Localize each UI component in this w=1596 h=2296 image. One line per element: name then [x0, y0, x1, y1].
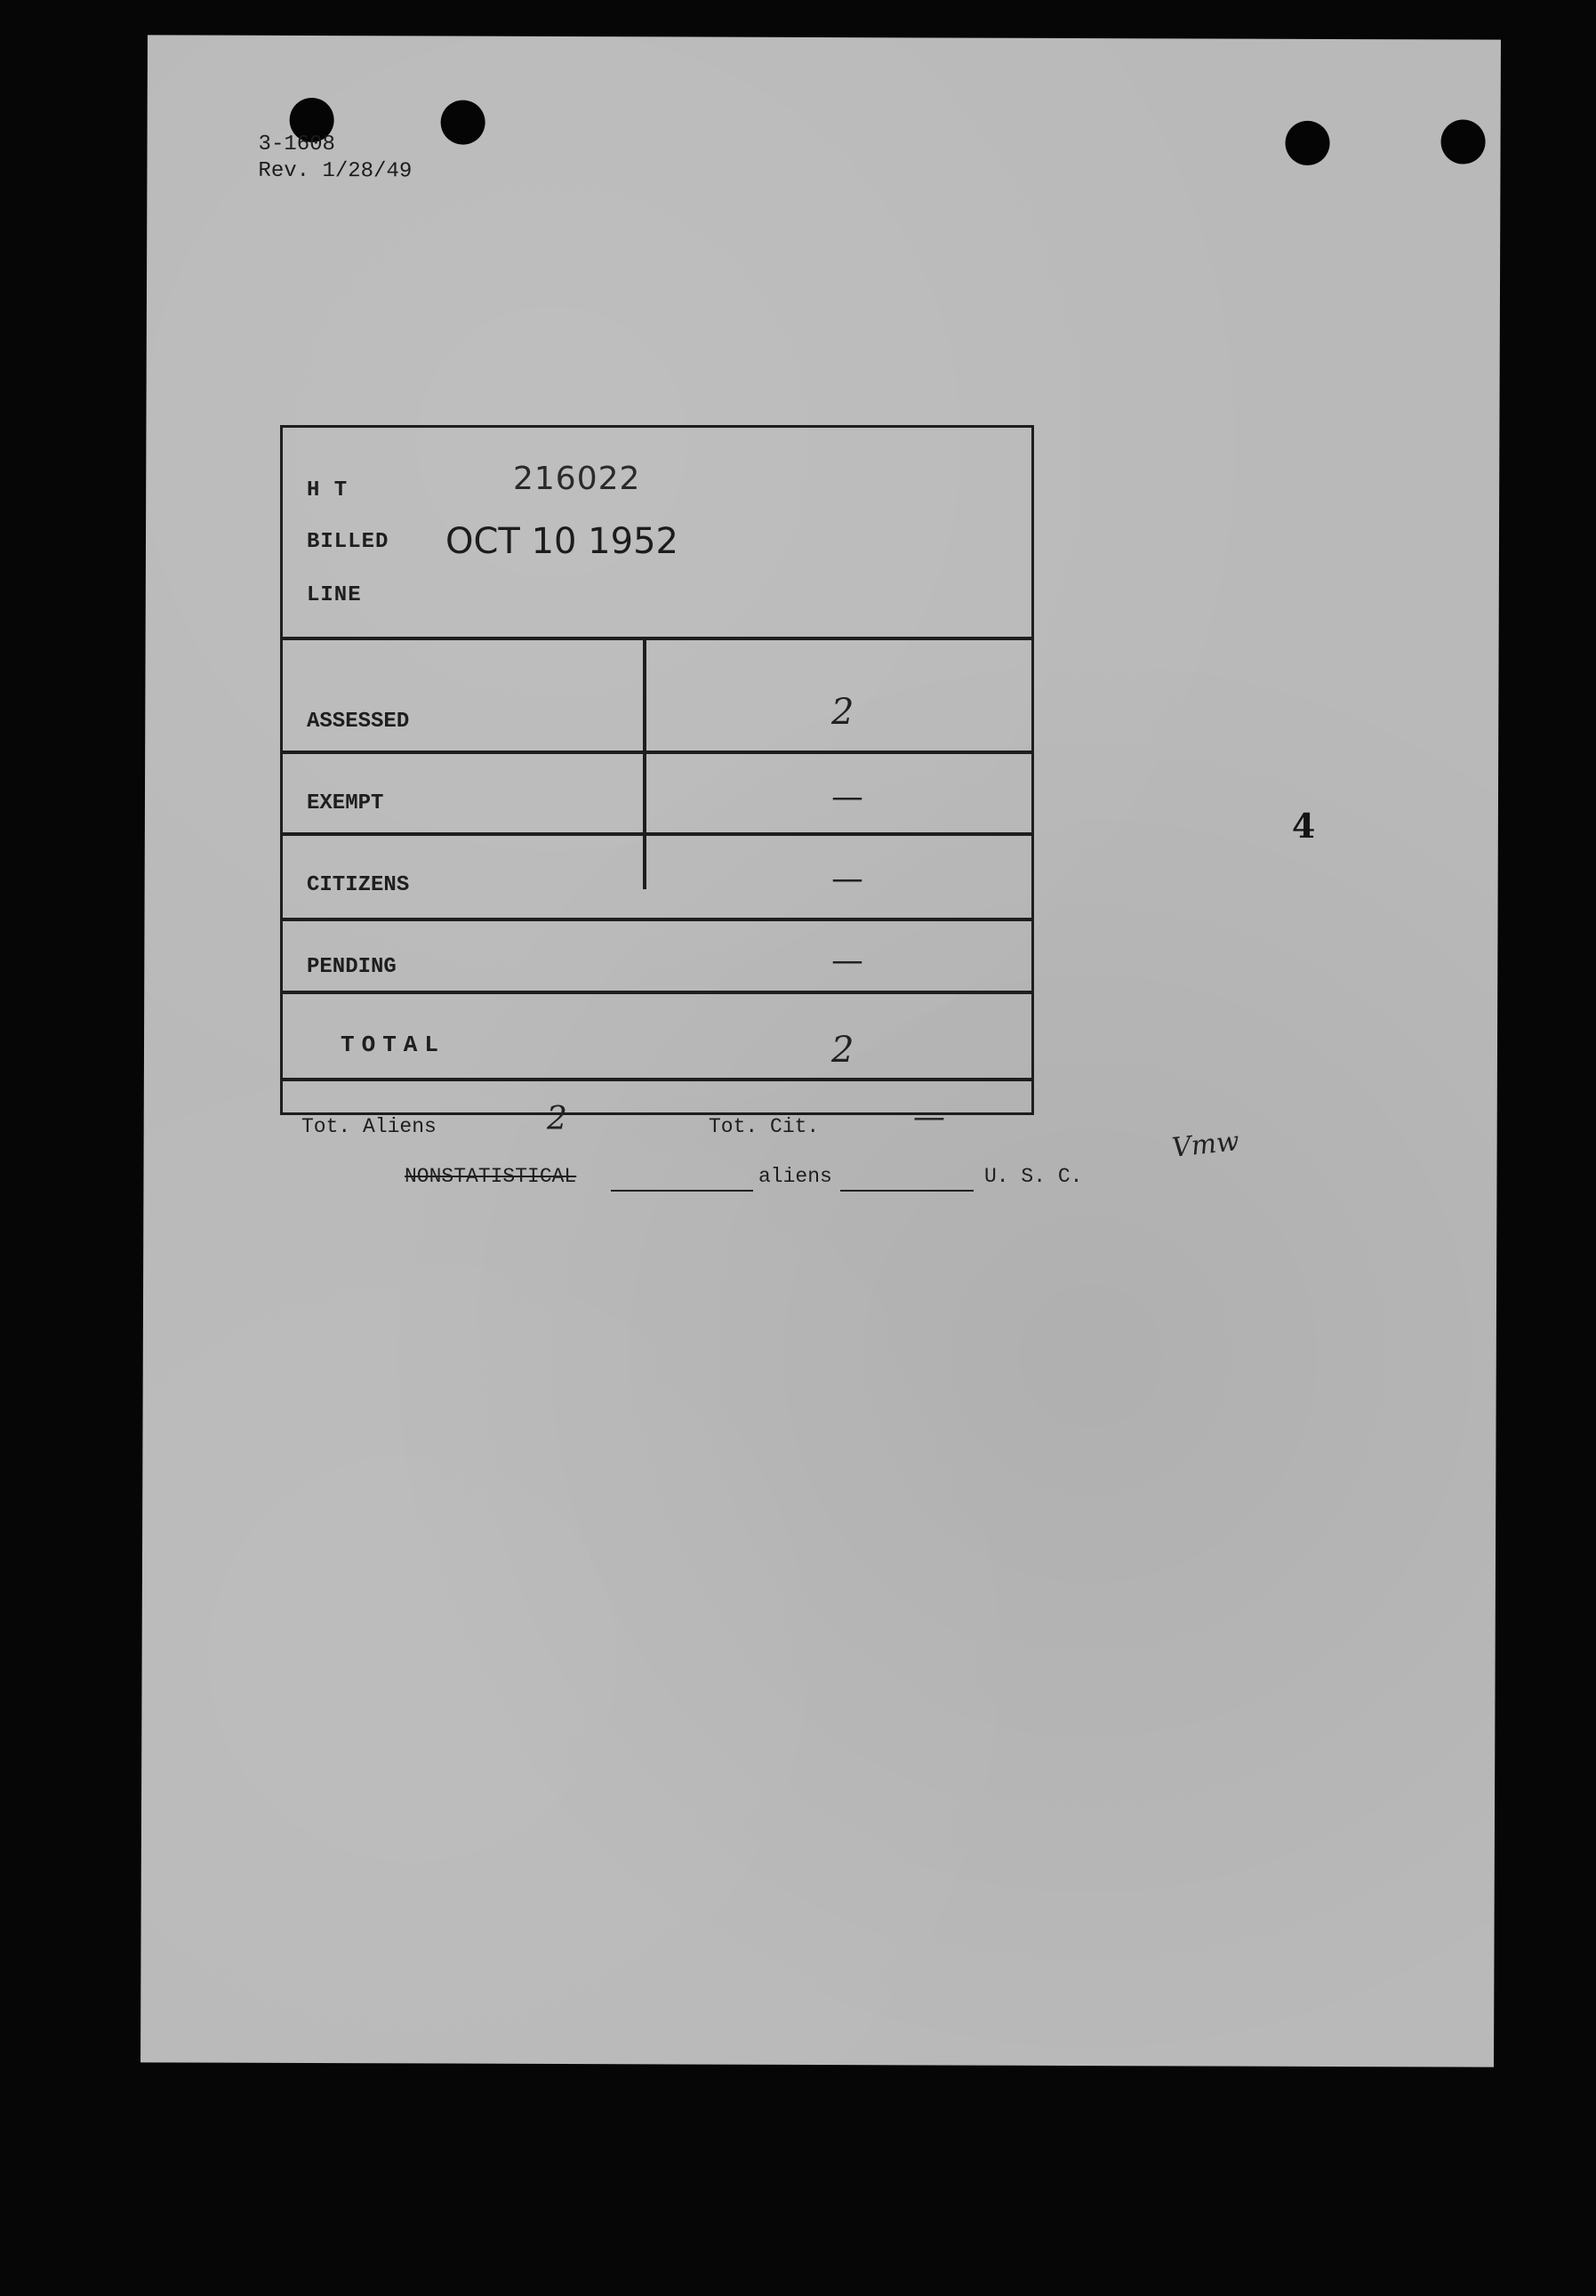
- value-citizens: —: [831, 861, 863, 897]
- punch-hole-right: [1285, 121, 1329, 165]
- form-number-block: [258, 132, 412, 186]
- value-exempt: —: [831, 779, 863, 815]
- value-total-aliens: 2: [547, 1101, 567, 1137]
- column-divider: [643, 638, 646, 889]
- value-total: 2: [831, 1030, 854, 1071]
- handwritten-initials: Vmw: [1170, 1126, 1241, 1164]
- label-exempt: EXEMPT: [307, 791, 384, 815]
- form-number: 3-1608: [258, 132, 336, 157]
- value-assessed: 2: [831, 692, 854, 733]
- punch-hole-left-2: [441, 100, 485, 145]
- form-revision: Rev. 1/28/49: [258, 158, 413, 184]
- divider: [280, 637, 1034, 640]
- label-line: LINE: [307, 583, 362, 607]
- label-total-aliens: Tot. Aliens: [301, 1115, 437, 1138]
- label-ht: H T: [307, 478, 349, 502]
- blank-line: [840, 1190, 974, 1192]
- label-citizens: CITIZENS: [307, 873, 410, 897]
- aliens-label: aliens: [758, 1165, 832, 1188]
- divider: [280, 1078, 1034, 1081]
- blank-line: [611, 1190, 753, 1192]
- label-total-citizens: Tot. Cit.: [709, 1115, 820, 1138]
- label-total: TOTAL: [341, 1032, 446, 1058]
- value-total-citizens: —: [913, 1099, 945, 1136]
- label-billed: BILLED: [307, 530, 389, 554]
- value-pending: —: [831, 943, 863, 979]
- divider: [280, 832, 1034, 836]
- divider: [280, 991, 1034, 994]
- label-assessed: ASSESSED: [307, 710, 410, 734]
- stamp-header: [280, 425, 1034, 638]
- billing-number: 216022: [513, 461, 641, 497]
- label-pending: PENDING: [307, 955, 397, 979]
- page-number: 4: [1291, 805, 1316, 846]
- usc-label: U. S. C.: [984, 1165, 1083, 1188]
- divider: [280, 751, 1034, 754]
- punch-hole-right-2: [1440, 119, 1485, 164]
- divider: [280, 918, 1034, 921]
- nonstatistical-label: NONSTATISTICAL: [405, 1165, 577, 1188]
- stamp-date: OCT 10 1952: [445, 521, 678, 562]
